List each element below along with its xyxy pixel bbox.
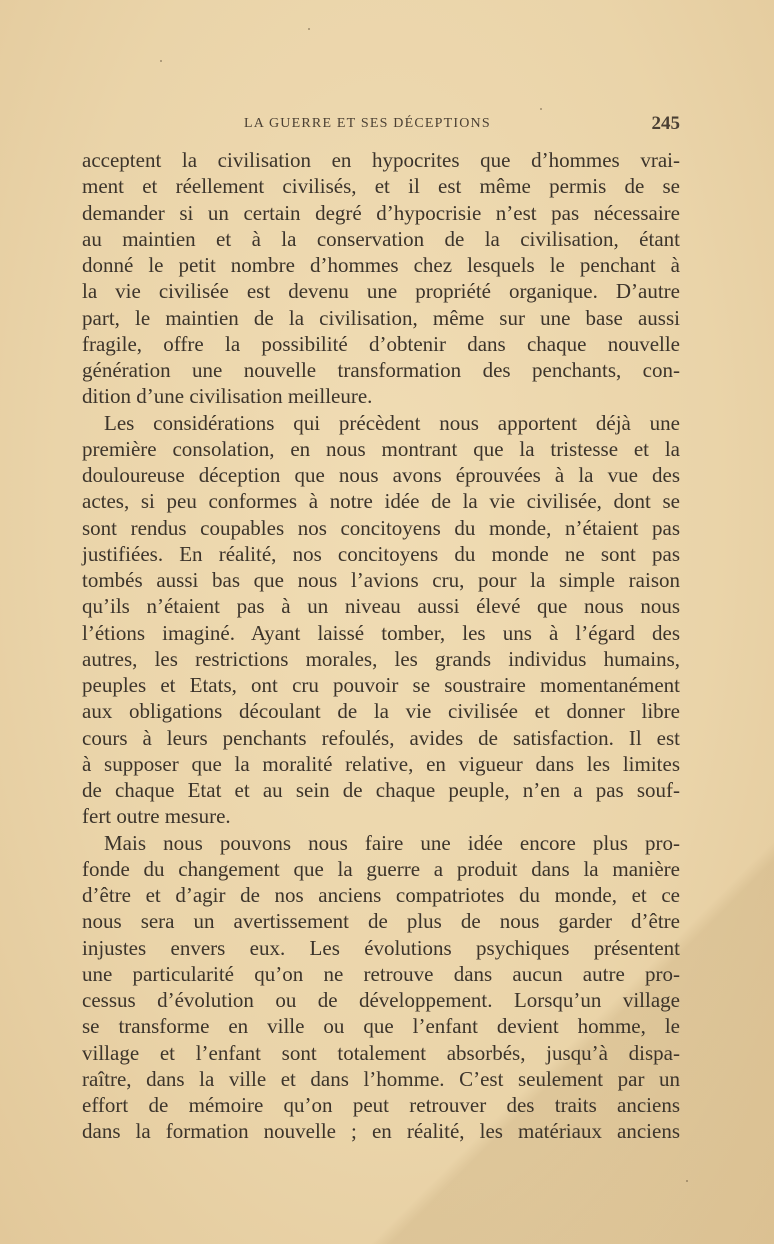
text-line: injustes envers eux. Les évolutions psychiques présentent [82, 935, 680, 960]
text-line: cours à leurs penchants refoulés, avides de satisfaction. Il est [82, 725, 680, 750]
text-line: fonde du changement que la guerre a produit dans la manière [82, 856, 680, 881]
text-line: effort de mémoire qu’on peut retrouver des traits anciens [82, 1093, 680, 1117]
text-line: d’être et d’agir de nos anciens compatriotes du monde, et ce [82, 883, 680, 907]
text-line: fragile, offre la possibilité d’obtenir dans chaque nouvelle [82, 331, 680, 356]
text-line: dans la formation nouvelle ; en réalité, les matériaux anciens [82, 1119, 680, 1144]
page-number: 245 [651, 113, 680, 134]
text-line: l’étions imaginé. Ayant laissé tomber, les uns à l’égard des [82, 620, 680, 645]
text-line: Les considérations qui précèdent nous apportent déjà une [104, 410, 680, 435]
text-line: ment et réellement civilisés, et il est même permis de se [82, 174, 680, 199]
text-line: cessus d’évolution ou de développement. Lorsqu’un village [82, 988, 680, 1012]
text-line: se transforme en ville ou que l’enfant devient homme, le [82, 1014, 680, 1039]
text-line: village et l’enfant sont totalement absorbés, jusqu’à dispa- [82, 1040, 680, 1065]
text-line: donné le petit nombre d’hommes chez lesquels le penchant à [82, 253, 680, 277]
text-line: part, le maintien de la civilisation, même sur une base aussi [82, 305, 680, 330]
text-line: actes, si peu conformes à notre idée de la vie civilisée, dont se [82, 489, 680, 514]
text-line: acceptent la civilisation en hypocrites que d’hommes vrai- [82, 148, 680, 172]
text-line: dition d’une civilisation meilleure. [82, 384, 373, 409]
text-line: première consolation, en nous montrant que la tristesse et la [82, 436, 680, 461]
paragraph [82, 830, 680, 1145]
text-line: raître, dans la ville et dans l’homme. C’est seulement par un [82, 1066, 680, 1091]
text-line: une particularité qu’on ne retrouve dans aucun autre pro- [82, 961, 680, 986]
paragraph [82, 147, 680, 410]
text-line: demander si un certain degré d’hypocrisie n’est pas nécessaire [82, 200, 680, 225]
text-line: fert outre mesure. [82, 804, 231, 829]
body-text [82, 147, 680, 1145]
page-header [244, 113, 680, 135]
text-line: douloureuse déception que nous avons éprouvées à la vue des [82, 463, 680, 487]
text-line: au maintien et à la conservation de la civilisation, étant [82, 226, 680, 251]
text-line: nous sera un avertissement de plus de nous garder d’être [82, 909, 680, 934]
text-line: de chaque Etat et au sein de chaque peuple, n’en a pas souf- [82, 778, 680, 802]
text-line: à supposer que la moralité relative, en vigueur dans les limites [82, 751, 680, 776]
text-line: Mais nous pouvons nous faire une idée encore plus pro- [104, 830, 680, 855]
running-title: LA GUERRE ET SES DÉCEPTIONS [244, 116, 491, 131]
text-line: tombés aussi bas que nous l’avions cru, pour la simple raison [82, 568, 680, 592]
text-line: aux obligations découlant de la vie civilisée et donner libre [82, 699, 680, 724]
text-line: la vie civilisée est devenu une propriété organique. D’autre [82, 279, 680, 304]
text-line: justifiées. En réalité, nos concitoyens du monde ne sont pas [82, 541, 680, 566]
text-line: sont rendus coupables nos concitoyens du monde, n’étaient pas [82, 515, 680, 540]
text-line: qu’ils n’étaient pas à un niveau aussi élevé que nous nous [82, 594, 680, 619]
text-line: autres, les restrictions morales, les grands individus humains, [82, 646, 680, 671]
text-line: génération une nouvelle transformation des penchants, con- [82, 358, 680, 382]
paragraph [82, 410, 680, 830]
text-line: peuples et Etats, ont cru pouvoir se soustraire momentanément [82, 673, 680, 697]
